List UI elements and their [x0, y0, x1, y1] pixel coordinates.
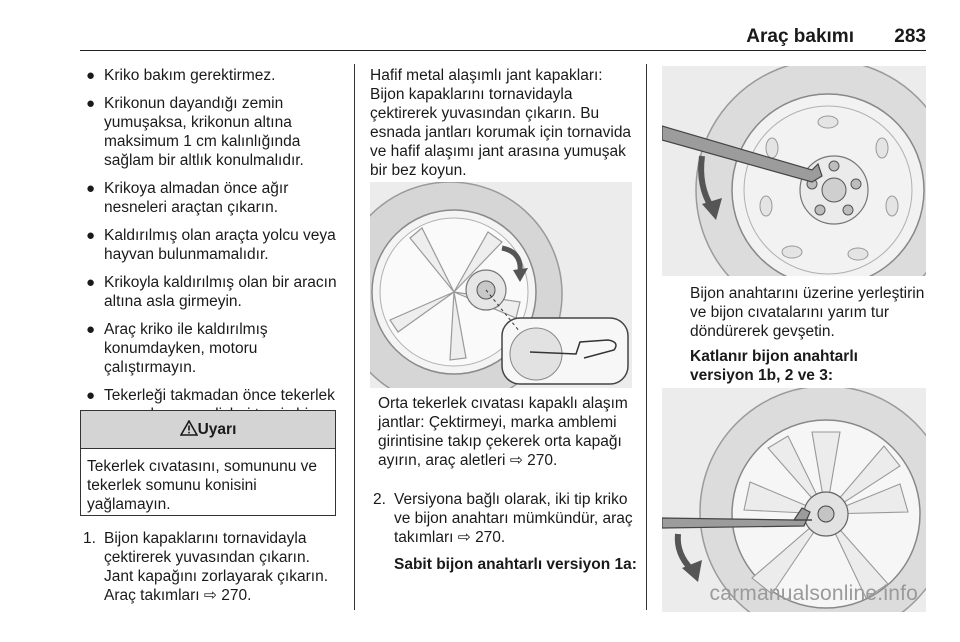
warning-text: Tekerlek cıvatasını, somununu ve tekerlek somunu konisini yağlamayın.	[87, 458, 318, 513]
warning-triangle-icon	[180, 420, 198, 436]
column-divider-left	[354, 64, 355, 610]
folding-wrench-figure	[662, 388, 926, 612]
warning-header	[81, 411, 335, 449]
list-item: ● Krikoya almadan önce ağır nesneleri araçtan çıkarın.	[86, 180, 289, 216]
list-item: ● Krikoyla kaldırılmış olan bir aracın altına asla girmeyin.	[86, 274, 337, 310]
step-number: 2.	[373, 491, 386, 508]
list-item: ● Tekerleği takmadan önce tekerlek	[86, 387, 335, 404]
folding-wrench-illustration	[662, 388, 926, 612]
alloy-wheel-illustration	[370, 182, 632, 388]
watermark: carmanualsonline.info	[709, 582, 918, 605]
page-reference-arrow-icon: ⇨	[509, 452, 523, 469]
alloy-wheel-figure	[370, 182, 632, 388]
page-reference-arrow-icon: ⇨	[457, 529, 471, 546]
header-title: Araç bakımı	[746, 26, 854, 47]
page-number: 283	[894, 26, 926, 47]
steel-wheel-illustration	[662, 66, 926, 276]
page-reference: 270.	[221, 587, 252, 604]
bullet-icon: ●	[86, 227, 96, 244]
numbered-step	[370, 490, 638, 547]
list-item: ● Krikonun dayandığı zemin yumuşaksa, krikonun altına maksimum 1 cm kalınlığında sağlam bir altlık konulmalıdır.	[86, 95, 304, 169]
bullet-icon: ●	[86, 387, 96, 404]
list-item: ● Kaldırılmış olan araçta yolcu veya hayvan bulunmamalıdır.	[86, 227, 336, 263]
step-text: Bijon kapaklarını tornavidayla çektirerek yuvasından çıkarın. Jant kapağını zorlayarak çıkarın. Araç takımları	[104, 530, 329, 604]
bullet-icon: ●	[86, 67, 96, 84]
subheading-folding-wrench: Katlanır bijon anahtarlı versiyon 1b, 2 ve 3:	[690, 348, 858, 384]
middle-caption	[378, 394, 638, 470]
bullet-icon: ●	[86, 180, 96, 197]
warning-title: Uyarı	[197, 421, 237, 438]
page-header	[60, 26, 926, 52]
step-2	[370, 490, 638, 574]
precaution-list	[80, 66, 342, 443]
step-number: 1.	[83, 530, 96, 547]
right-text	[690, 284, 926, 385]
subheading-version-1a: Sabit bijon anahtarlı versiyon 1a:	[394, 556, 637, 573]
bullet-icon: ●	[86, 95, 96, 112]
page-reference-arrow-icon: ⇨	[203, 587, 217, 604]
step-1	[80, 529, 342, 605]
loosen-caption: Bijon anahtarını üzerine yerleştirin ve bijon cıvatalarını yarım tur döndürerek gevşetin.	[690, 285, 925, 340]
alloy-wheel-paragraph: Hafif metal alaşımlı jant kapakları: Bijon kapaklarını tornavidayla çektirerek yuvasından çıkarın. Bu esnada jantları korumak için tornavida ve hafif alaşımı jant arasına yumuşak bir bez koyun.	[370, 67, 632, 179]
numbered-step	[80, 529, 342, 605]
column-divider-right	[646, 64, 647, 610]
list-item: ● Kriko bakım gerektirmez.	[86, 67, 276, 84]
steel-wheel-figure	[662, 66, 926, 276]
warning-box	[80, 410, 336, 516]
header-rule	[80, 50, 926, 51]
page-reference: 270.	[527, 452, 558, 469]
bullet-icon: ●	[86, 321, 96, 338]
bullet-icon: ●	[86, 274, 96, 291]
middle-intro	[370, 66, 638, 180]
step-text: Versiyona bağlı olarak, iki tip kriko ve bijon anahtarı mümkündür, araç takımları	[394, 491, 633, 546]
figure-caption: Orta tekerlek cıvatası kapaklı alaşım jantlar: Çektirmeyi, marka amblemi girintisine takıp çekerek orta kapağı ayırın, araç aletleri ⇨ 270.	[378, 395, 628, 469]
left-column	[80, 66, 342, 452]
page-reference: 270.	[475, 529, 506, 546]
list-item: ● Araç kriko ile kaldırılmış konumdayken, motoru çalıştırmayın.	[86, 321, 268, 376]
